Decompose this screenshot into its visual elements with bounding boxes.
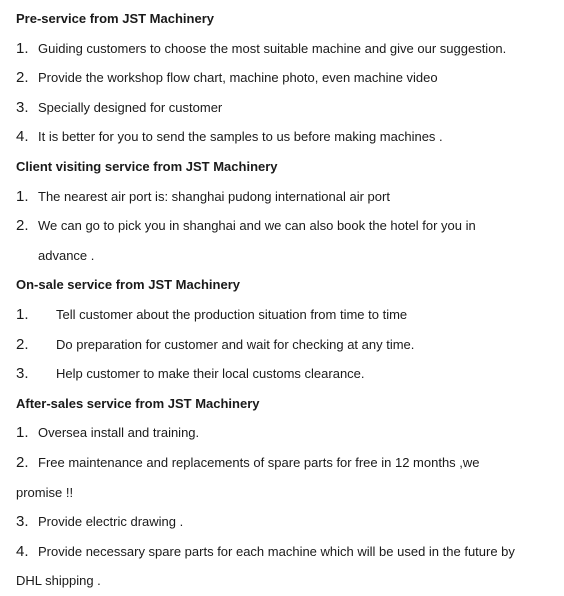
list-item [16,537,556,596]
list-item [16,330,556,360]
list-item [16,122,556,152]
item-number: 4. [16,128,29,146]
item-number: 2. [16,453,29,471]
item-text: Tell customer about the production situation from time to time [56,306,408,322]
item-text: Provide necessary spare parts for each machine which will be used in the future by [38,543,515,559]
list-item [16,300,556,330]
item-text: Free maintenance and replacements of spare parts for free in 12 months ,we [38,454,480,470]
item-number: 1. [16,39,29,57]
item-number: 4. [16,542,29,560]
section-on-sale [16,270,556,388]
section-pre-service [16,4,556,152]
item-text: Specially designed for customer [38,99,223,115]
item-number: 1. [16,305,29,323]
item-number: 2. [16,217,29,235]
item-number: 1. [16,187,29,205]
item-text: Help customer to make their local customs clearance. [56,366,365,382]
list-item [16,63,556,93]
list-item [16,182,556,212]
list-item [16,418,556,448]
item-text: Provide electric drawing . [38,514,184,530]
document-body [16,4,556,596]
section-heading: On-sale service from JST Machinery [16,277,240,293]
section-after-sales [16,389,556,596]
item-text-continued: advance . [38,247,95,263]
item-text-continued: DHL shipping . [16,573,101,589]
item-number: 3. [16,513,29,531]
item-number: 2. [16,335,29,353]
item-text: It is better for you to send the samples to us before making machines . [38,129,443,145]
item-number: 1. [16,424,29,442]
item-text: Provide the workshop flow chart, machine photo, even machine video [38,70,438,86]
item-number: 2. [16,69,29,87]
list-item [16,34,556,64]
item-number: 3. [16,365,29,383]
item-text: Oversea install and training. [38,425,200,441]
item-text-continued: promise !! [16,484,74,500]
section-heading: Pre-service from JST Machinery [16,11,214,26]
section-client-visiting [16,152,556,270]
list-item [16,448,556,507]
section-heading: Client visiting service from JST Machinery [16,158,278,174]
list-item [16,211,556,270]
item-text: Do preparation for customer and wait for checking at any time. [56,336,415,352]
list-item [16,93,556,123]
item-text: The nearest air port is: shanghai pudong international air port [38,188,390,204]
item-text: We can go to pick you in shanghai and we can also book the hotel for you in [38,218,476,234]
item-text: Guiding customers to choose the most suitable machine and give our suggestion. [38,40,507,56]
list-item [16,507,556,537]
section-heading: After-sales service from JST Machinery [16,395,260,411]
list-item [16,359,556,389]
item-number: 3. [16,98,29,116]
